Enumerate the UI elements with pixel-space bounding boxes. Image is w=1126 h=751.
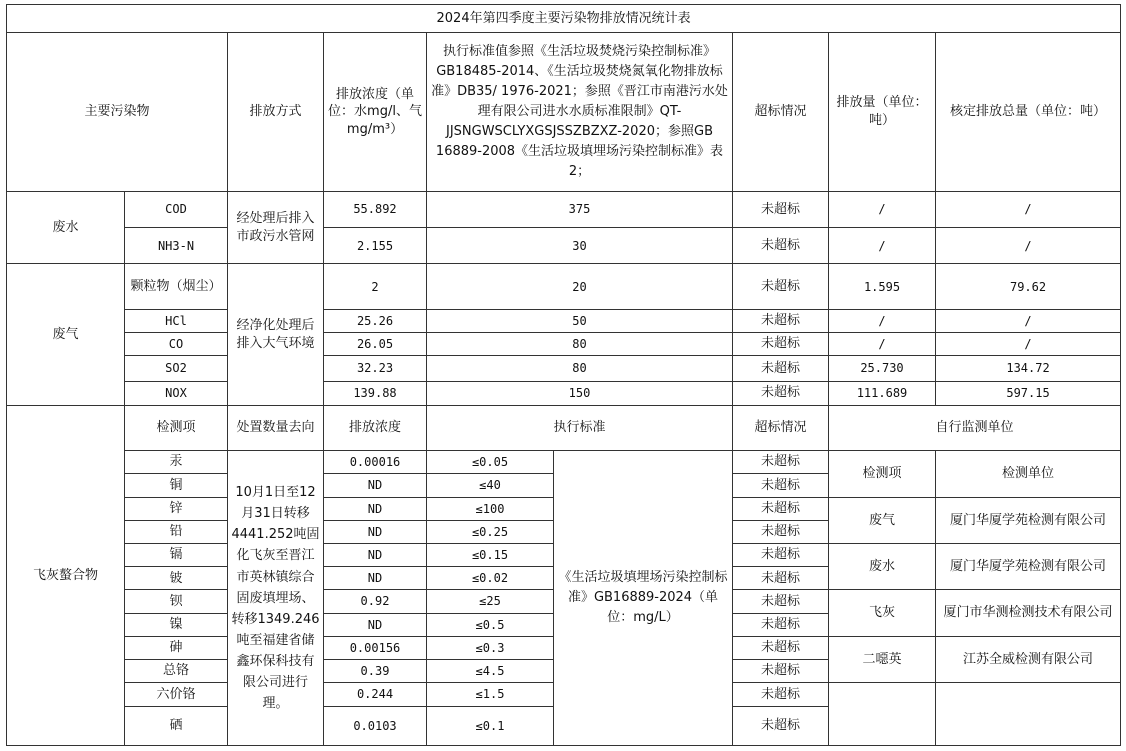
exceed-status: 未超标 — [733, 544, 829, 567]
wastewater-method: 经处理后排入市政污水管网 — [228, 191, 324, 264]
pollutant-item: SO2 — [125, 356, 228, 381]
emission-value: 25.730 — [829, 356, 936, 381]
flyash-concentration: 0.0103 — [324, 706, 427, 745]
exhaust-category: 废气 — [7, 264, 125, 405]
flyash-limit: ≤4.5 — [427, 660, 554, 683]
exhaust-row-hcl — [7, 309, 1121, 332]
exceed-status: 未超标 — [733, 356, 829, 381]
flyash-item: 六价铬 — [125, 683, 228, 706]
emission-value: / — [829, 333, 936, 356]
exceed-status: 未超标 — [733, 520, 829, 543]
monitoring-item: 废气 — [829, 497, 936, 543]
flyash-limit: ≤0.1 — [427, 706, 554, 745]
flyash-limit: ≤0.02 — [427, 567, 554, 590]
title-row — [7, 5, 1121, 33]
exceed-status: 未超标 — [733, 683, 829, 706]
header-pollutant: 主要污染物 — [7, 33, 228, 191]
exceed-status: 未超标 — [733, 613, 829, 636]
exceed-status: 未超标 — [733, 264, 829, 309]
exceed-status: 未超标 — [733, 309, 829, 332]
emission-value: / — [829, 191, 936, 227]
flyash-concentration: 0.92 — [324, 590, 427, 613]
flyash-category: 飞灰螯合物 — [7, 405, 125, 745]
wastewater-category: 废水 — [7, 191, 125, 264]
monitoring-unit: 厦门市华测检测技术有限公司 — [936, 590, 1121, 636]
flyash-concentration: 0.00016 — [324, 451, 427, 474]
flyash-header-exceed: 超标情况 — [733, 405, 829, 450]
exceed-status: 未超标 — [733, 381, 829, 405]
flyash-limit: ≤0.15 — [427, 544, 554, 567]
approved-value: / — [936, 309, 1121, 332]
pollutant-item: 颗粒物（烟尘） — [125, 264, 228, 309]
monitoring-unit: 厦门华厦学苑检测有限公司 — [936, 544, 1121, 590]
flyash-limit: ≤100 — [427, 497, 554, 520]
flyash-concentration: 0.244 — [324, 683, 427, 706]
concentration-value: 26.05 — [324, 333, 427, 356]
monitoring-empty-cell — [936, 683, 1121, 746]
flyash-item: 砷 — [125, 636, 228, 659]
pollutant-item: HCl — [125, 309, 228, 332]
flyash-row-mercury — [7, 451, 1121, 474]
header-concentration: 排放浓度（单位：水mg/l、气mg/m³） — [324, 33, 427, 191]
monitoring-item: 废水 — [829, 544, 936, 590]
flyash-header-row — [7, 405, 1121, 450]
table-title: 2024年第四季度主要污染物排放情况统计表 — [7, 5, 1121, 33]
standard-value: 80 — [427, 356, 733, 381]
flyash-limit: ≤0.25 — [427, 520, 554, 543]
pollutant-item: CO — [125, 333, 228, 356]
exhaust-row-so2 — [7, 356, 1121, 381]
flyash-standard-text: 《生活垃圾填埋场污染控制标准》GB16889-2024（单位：mg/L） — [554, 451, 733, 746]
flyash-header-concentration: 排放浓度 — [324, 405, 427, 450]
concentration-value: 2 — [324, 264, 427, 309]
flyash-item: 锌 — [125, 497, 228, 520]
exhaust-row-nox — [7, 381, 1121, 405]
flyash-limit: ≤0.5 — [427, 613, 554, 636]
emission-value: 1.595 — [829, 264, 936, 309]
header-emission: 排放量（单位：吨） — [829, 33, 936, 191]
approved-value: / — [936, 228, 1121, 264]
pollutant-item: COD — [125, 191, 228, 227]
header-approved-total: 核定排放总量（单位：吨） — [936, 33, 1121, 191]
exceed-status: 未超标 — [733, 590, 829, 613]
standard-value: 50 — [427, 309, 733, 332]
emission-value: / — [829, 309, 936, 332]
pollutant-item: NH3-N — [125, 228, 228, 264]
wastewater-row-cod — [7, 191, 1121, 227]
standard-value: 30 — [427, 228, 733, 264]
standard-value: 80 — [427, 333, 733, 356]
flyash-item: 铍 — [125, 567, 228, 590]
concentration-value: 32.23 — [324, 356, 427, 381]
exceed-status: 未超标 — [733, 451, 829, 474]
flyash-concentration: ND — [324, 613, 427, 636]
exceed-status: 未超标 — [733, 660, 829, 683]
flyash-concentration: ND — [324, 520, 427, 543]
exceed-status: 未超标 — [733, 636, 829, 659]
approved-value: 597.15 — [936, 381, 1121, 405]
flyash-item: 汞 — [125, 451, 228, 474]
flyash-limit: ≤40 — [427, 474, 554, 497]
exceed-status: 未超标 — [733, 191, 829, 227]
monitoring-unit: 厦门华厦学苑检测有限公司 — [936, 497, 1121, 543]
flyash-concentration: ND — [324, 567, 427, 590]
flyash-limit: ≤0.05 — [427, 451, 554, 474]
monitoring-header-unit: 检测单位 — [936, 451, 1121, 497]
flyash-header-disposal: 处置数量去向 — [228, 405, 324, 450]
flyash-header-item: 检测项 — [125, 405, 228, 450]
flyash-concentration: 0.39 — [324, 660, 427, 683]
header-row — [7, 33, 1121, 191]
header-standard: 执行标准值参照《生活垃圾焚烧污染控制标准》GB18485-2014、《生活垃圾焚烧氮氧化物排放标准》DB35/ 1976-2021；参照《晋江市南港污水处理有限公司进水水质标准限制》QT-JJSNGWSCLYXGSJSSZBZXZ-2020；参照GB 16889-2008《生活垃圾填埋场污染控制标准》表2； — [427, 33, 733, 191]
wastewater-row-nh3n — [7, 228, 1121, 264]
flyash-disposal-text: 10月1日至12月31日转移4441.252吨固化飞灰至晋江市英林镇综合固废填埋场、转移1349.246吨至福建省储鑫环保科技有限公司进行理。 — [228, 451, 324, 746]
monitoring-empty-cell — [829, 683, 936, 746]
flyash-item: 总铬 — [125, 660, 228, 683]
exceed-status: 未超标 — [733, 497, 829, 520]
approved-value: / — [936, 333, 1121, 356]
flyash-limit: ≤25 — [427, 590, 554, 613]
flyash-item: 铅 — [125, 520, 228, 543]
standard-value: 150 — [427, 381, 733, 405]
exhaust-row-particulate — [7, 264, 1121, 309]
exceed-status: 未超标 — [733, 228, 829, 264]
flyash-limit: ≤1.5 — [427, 683, 554, 706]
emission-value: 111.689 — [829, 381, 936, 405]
exhaust-method: 经净化处理后排入大气环境 — [228, 264, 324, 405]
approved-value: 79.62 — [936, 264, 1121, 309]
standard-value: 20 — [427, 264, 733, 309]
monitoring-item: 二噁英 — [829, 636, 936, 682]
concentration-value: 55.892 — [324, 191, 427, 227]
concentration-value: 25.26 — [324, 309, 427, 332]
exceed-status: 未超标 — [733, 474, 829, 497]
concentration-value: 2.155 — [324, 228, 427, 264]
monitoring-item: 飞灰 — [829, 590, 936, 636]
exceed-status: 未超标 — [733, 333, 829, 356]
standard-value: 375 — [427, 191, 733, 227]
approved-value: 134.72 — [936, 356, 1121, 381]
flyash-item: 硒 — [125, 706, 228, 745]
flyash-header-standard: 执行标准 — [427, 405, 733, 450]
header-method: 排放方式 — [228, 33, 324, 191]
monitoring-header-item: 检测项 — [829, 451, 936, 497]
flyash-item: 铜 — [125, 474, 228, 497]
flyash-item: 镍 — [125, 613, 228, 636]
flyash-header-monitoring: 自行监测单位 — [829, 405, 1121, 450]
flyash-item: 钡 — [125, 590, 228, 613]
flyash-limit: ≤0.3 — [427, 636, 554, 659]
pollutant-item: NOX — [125, 381, 228, 405]
emission-value: / — [829, 228, 936, 264]
flyash-concentration: ND — [324, 544, 427, 567]
header-exceed: 超标情况 — [733, 33, 829, 191]
concentration-value: 139.88 — [324, 381, 427, 405]
emission-statistics-table — [6, 4, 1121, 746]
exceed-status: 未超标 — [733, 706, 829, 745]
flyash-concentration: ND — [324, 497, 427, 520]
approved-value: / — [936, 191, 1121, 227]
exceed-status: 未超标 — [733, 567, 829, 590]
flyash-concentration: ND — [324, 474, 427, 497]
exhaust-row-co — [7, 333, 1121, 356]
flyash-concentration: 0.00156 — [324, 636, 427, 659]
flyash-item: 镉 — [125, 544, 228, 567]
monitoring-unit: 江苏全威检测有限公司 — [936, 636, 1121, 682]
